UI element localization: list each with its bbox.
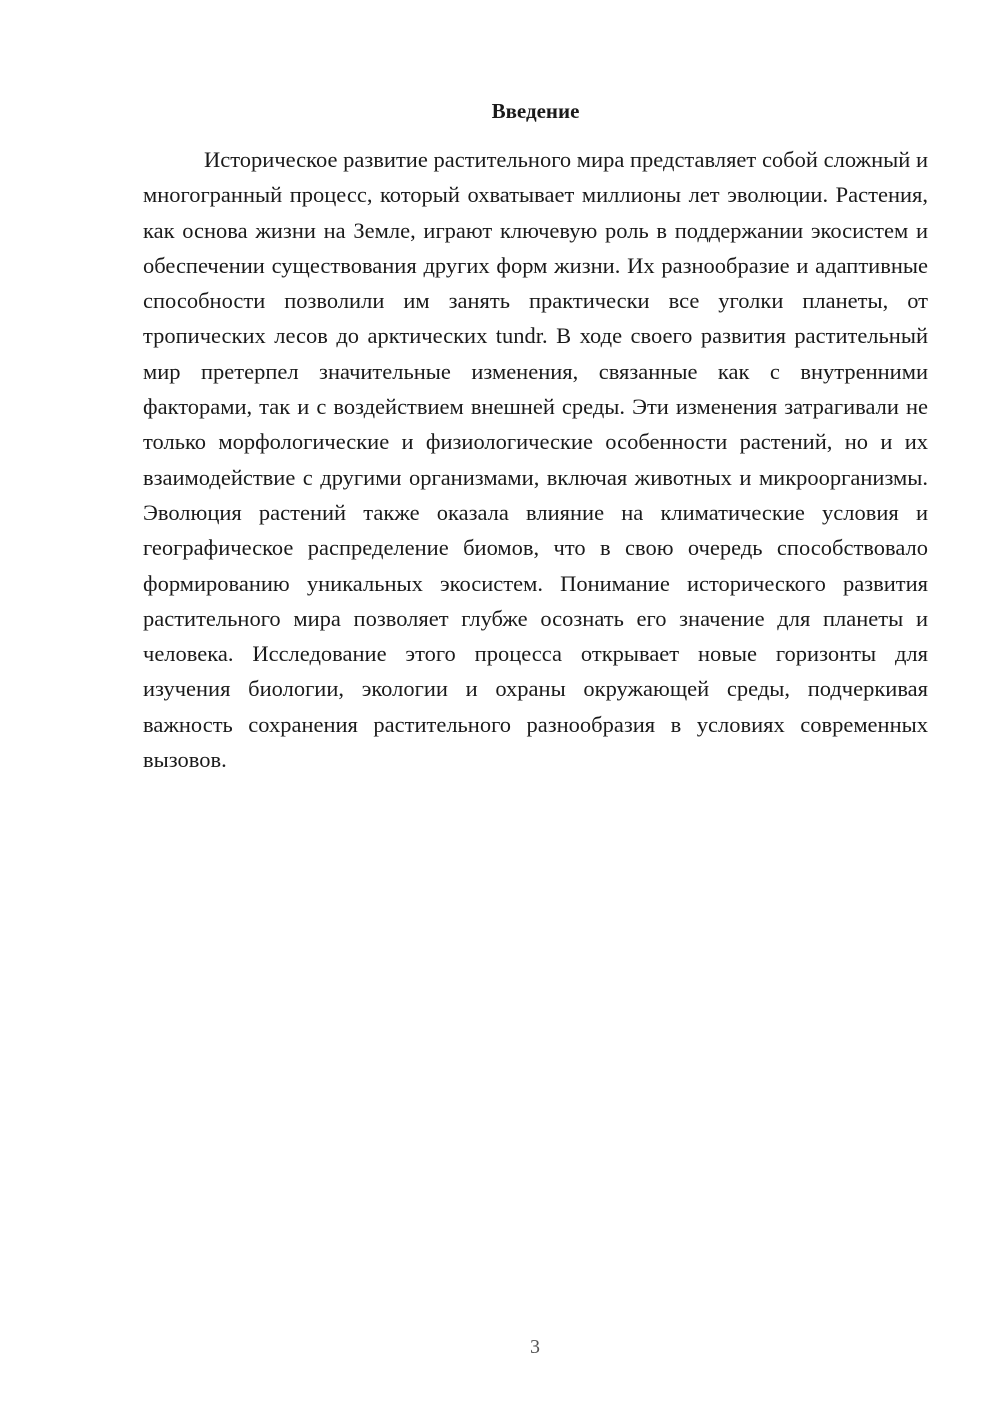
page-number: 3 <box>530 1336 540 1358</box>
section-heading: Введение <box>491 99 580 123</box>
introduction-paragraph: Историческое развитие растительного мира представляет собой сложный и многогранный процесс, который охватывает миллионы лет эволюции. Растения, как основа жизни на Земле, играют ключевую роль в поддержании экосистем и обеспечении существования других форм жизни. Их разнообразие и адаптивные способности позволили им занять практически все уголки планеты, от тропических лесов до арктических tundr. В ходе своего развития растительный мир претерпел значительные изменения, связанные как с внутренними факторами, так и с воздействием внешней среды. Эти изменения затрагивали не только морфологические и физиологические особенности растений, но и их взаимодействие с другими организмами, включая животных и микроорганизмы. Эволюция растений также оказала влияние на климатические условия и географическое распределение биомов, что в свою очередь способствовало формированию уникальных экосистем. Понимание исторического развития растительного мира позволяет глубже осознать его значение для планеты и человека. Исследование этого процесса открывает новые горизонты для изучения биологии, экологии и охраны окружающей среды, подчеркивая важность сохранения растительного разнообразия в условиях современных вызовов. <box>143 147 928 773</box>
